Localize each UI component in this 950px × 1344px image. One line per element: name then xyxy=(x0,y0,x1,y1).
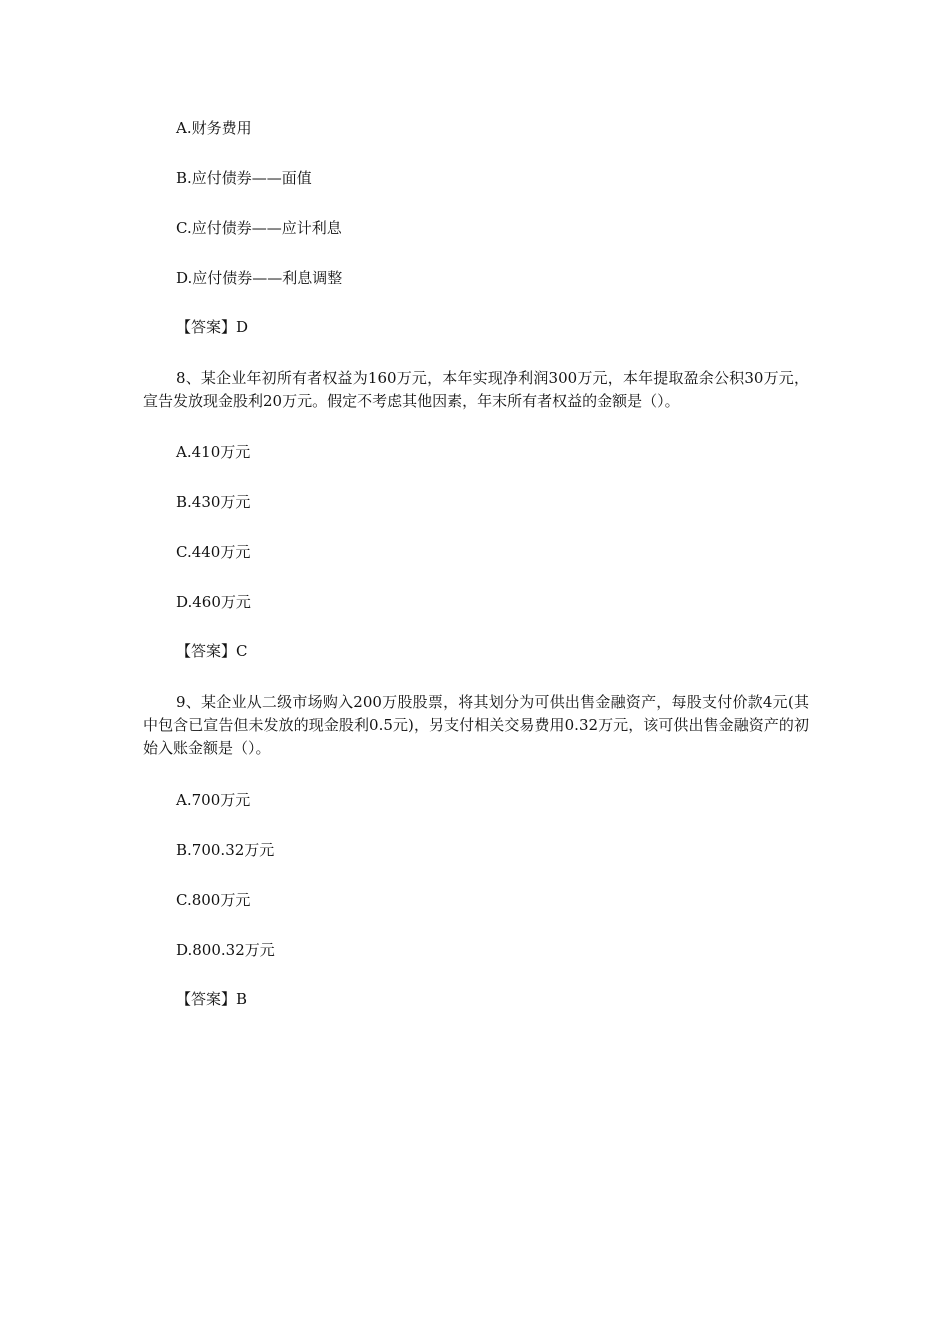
q8-option-d: D.460万元 xyxy=(176,593,251,611)
q9-option-a: A.700万元 xyxy=(176,791,251,809)
q9-answer: 【答案】B xyxy=(176,990,248,1008)
q8-option-c: C.440万元 xyxy=(176,543,251,561)
q9-option-b: B.700.32万元 xyxy=(176,841,275,859)
q9-option-d: D.800.32万元 xyxy=(176,941,275,959)
q8-question: 8、某企业年初所有者权益为160万元，本年实现净利润300万元，本年提取盈余公积30万元，宣告发放现金股利20万元。假定不考虑其他因素，年末所有者权益的金额是（）。 xyxy=(143,369,809,410)
q8-option-a: A.410万元 xyxy=(176,443,251,461)
q7-answer: 【答案】D xyxy=(176,318,249,336)
q9-option-c: C.800万元 xyxy=(176,891,251,909)
q8-option-b: B.430万元 xyxy=(176,493,251,511)
q7-option-c: C.应付债券——应计利息 xyxy=(176,219,342,237)
q8-answer: 【答案】C xyxy=(176,642,248,660)
q7-option-a: A.财务费用 xyxy=(176,119,252,137)
q7-option-d: D.应付债券——利息调整 xyxy=(176,269,343,287)
q7-option-b: B.应付债券——面值 xyxy=(176,169,312,187)
q9-question: 9、某企业从二级市场购入200万股股票，将其划分为可供出售金融资产，每股支付价款4元(其中包含已宣告但未发放的现金股利0.5元)，另支付相关交易费用0.32万元，该可供出售金融资产的初始入账金额是（）。 xyxy=(143,693,809,757)
